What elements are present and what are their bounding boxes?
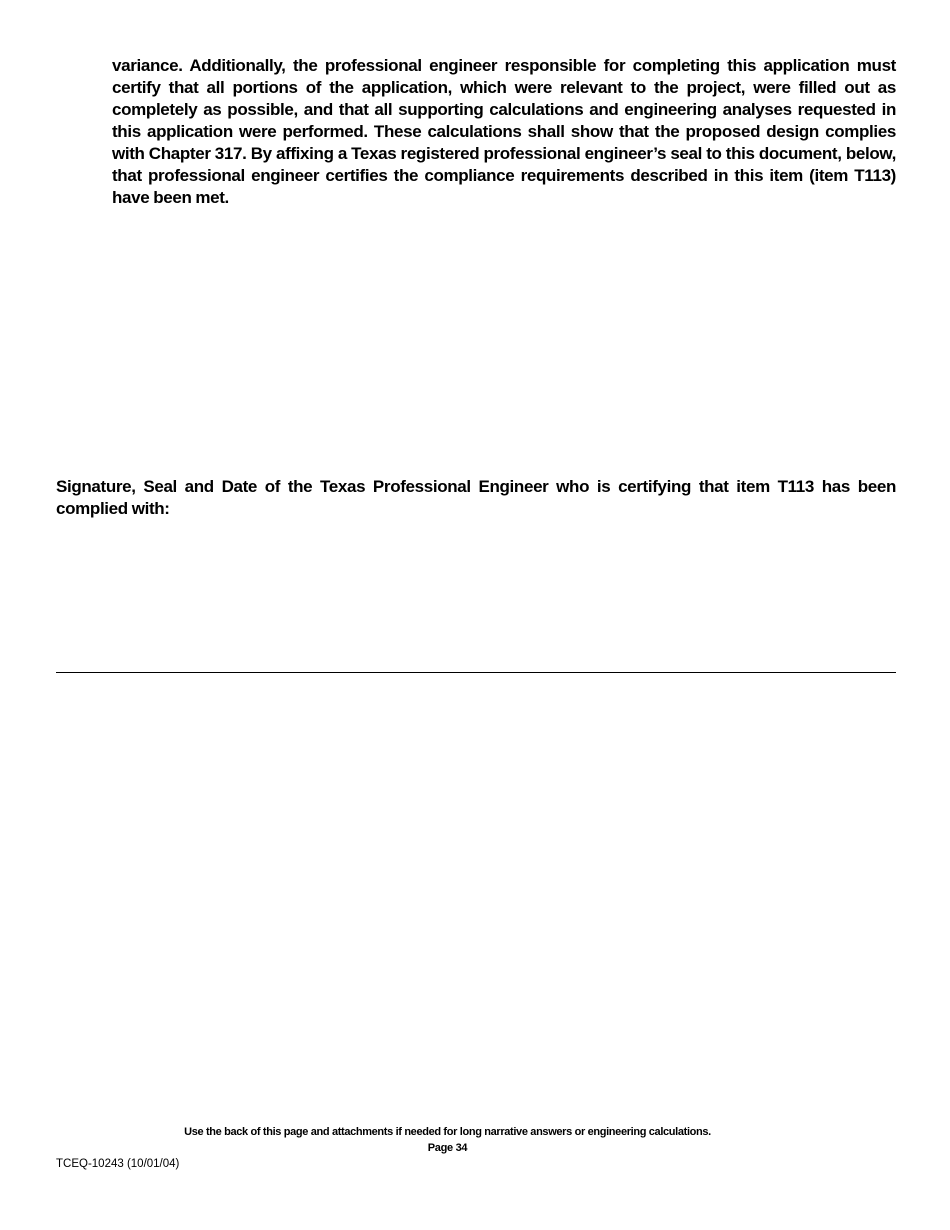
signature-line	[56, 672, 896, 673]
form-id: TCEQ-10243 (10/01/04)	[56, 1158, 180, 1170]
certification-paragraph: variance. Additionally, the professional engineer responsible for completing this application must certify that all portions of the application, which were relevant to the project, were filled out as completely as possible, and that all supporting calculations and engineering analyses requested in this application were performed. These calculations shall show that the proposed design complies with Chapter 317. By affixing a Texas registered professional engineer’s seal to this document, below, that professional engineer certifies the compliance requirements described in this item (item T113) have been met.	[112, 56, 896, 207]
page-number: Page 34	[427, 1142, 468, 1154]
footer-note: Use the back of this page and attachments if needed for long narrative answers or engineering calculations.	[184, 1126, 711, 1138]
signature-label: Signature, Seal and Date of the Texas Professional Engineer who is certifying that item T113 has been complied with:	[56, 477, 896, 518]
